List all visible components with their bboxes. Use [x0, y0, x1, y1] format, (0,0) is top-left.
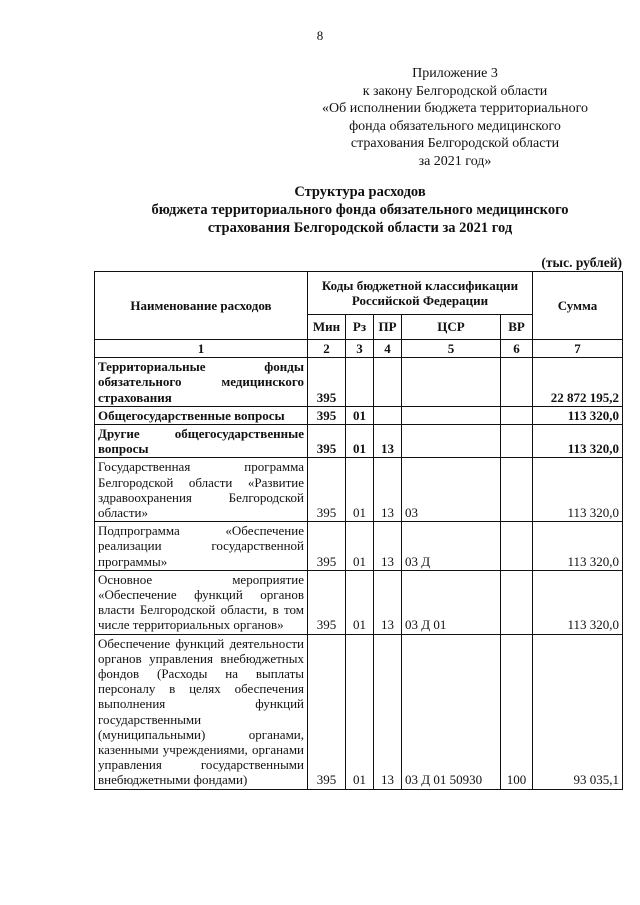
row-vr: [501, 406, 533, 424]
row-vr: [501, 570, 533, 634]
appendix-line: к закону Белгородской области: [362, 83, 548, 99]
table-row: [95, 634, 623, 789]
header-csr: ЦСР: [402, 315, 501, 340]
row-rz: 01: [346, 406, 374, 424]
units-label: (тыс. рублей): [541, 255, 622, 270]
document-title: [80, 183, 640, 237]
row-vr: [501, 458, 533, 522]
row-pr: 13: [374, 570, 402, 634]
page-number: 8: [316, 28, 324, 43]
row-rz: 01: [346, 570, 374, 634]
appendix-line: фонда обязательного медицинского: [349, 118, 561, 134]
row-vr: 100: [501, 634, 533, 789]
title-line: Структура расходов: [294, 184, 426, 200]
row-pr: 13: [374, 458, 402, 522]
row-name: Другие общегосударственные вопросы: [95, 425, 308, 458]
row-sum: 22 872 195,2: [533, 358, 623, 407]
table-row: [95, 458, 623, 522]
row-name: Основное мероприятие «Обеспечение функций органов власти Белгородской области, в том числе территориальных органов»: [95, 570, 308, 634]
row-vr: [501, 425, 533, 458]
column-number: 3: [346, 340, 374, 358]
row-sum: 93 035,1: [533, 634, 623, 789]
header-rz: Рз: [346, 315, 374, 340]
row-min: 395: [308, 406, 346, 424]
table-row: [95, 406, 623, 424]
header-name: Наименование расходов: [95, 272, 308, 340]
row-csr: 03 Д 01: [402, 570, 501, 634]
column-number: 4: [374, 340, 402, 358]
row-sum: 113 320,0: [533, 458, 623, 522]
row-csr: [402, 358, 501, 407]
row-min: 395: [308, 458, 346, 522]
appendix-note: [300, 65, 610, 170]
expenditure-table: [94, 271, 623, 790]
appendix-line: страхования Белгородской области: [350, 136, 560, 151]
column-number: 5: [402, 340, 501, 358]
row-min: 395: [308, 425, 346, 458]
row-csr: [402, 406, 501, 424]
row-sum: 113 320,0: [533, 570, 623, 634]
table-header-row: [95, 272, 623, 315]
row-csr: [402, 425, 501, 458]
row-min: 395: [308, 358, 346, 407]
row-sum: 113 320,0: [533, 425, 623, 458]
title-line: бюджета территориального фонда обязательного медицинского: [151, 202, 569, 218]
row-pr: [374, 358, 402, 407]
table-row: [95, 522, 623, 571]
title-line: страхования Белгородской области за 2021 год: [207, 220, 513, 236]
header-codes: Коды бюджетной классификации Российской Федерации: [308, 272, 533, 315]
row-name: Общегосударственные вопросы: [95, 406, 308, 424]
table-row: [95, 358, 623, 407]
row-pr: 13: [374, 425, 402, 458]
row-min: 395: [308, 522, 346, 571]
row-rz: 01: [346, 634, 374, 789]
row-sum: 113 320,0: [533, 522, 623, 571]
row-csr: 03 Д 01 50930: [402, 634, 501, 789]
row-name: Государственная программа Белгородской области «Развитие здравоохранения Белгородской области»: [95, 458, 308, 522]
header-min: Мин: [308, 315, 346, 340]
column-number: 6: [501, 340, 533, 358]
row-vr: [501, 358, 533, 407]
row-name: Подпрограмма «Обеспечение реализации государственной программы»: [95, 522, 308, 571]
table-row: [95, 425, 623, 458]
header-vr: ВР: [501, 315, 533, 340]
row-csr: 03: [402, 458, 501, 522]
row-csr: 03 Д: [402, 522, 501, 571]
appendix-line: за 2021 год»: [418, 153, 492, 169]
column-number-row: [95, 340, 623, 358]
row-min: 395: [308, 570, 346, 634]
row-rz: 01: [346, 458, 374, 522]
column-number: 2: [308, 340, 346, 358]
row-pr: 13: [374, 634, 402, 789]
table-row: [95, 570, 623, 634]
row-pr: [374, 406, 402, 424]
column-number: 7: [533, 340, 623, 358]
row-pr: 13: [374, 522, 402, 571]
header-sum: Сумма: [533, 272, 623, 340]
appendix-line: «Об исполнении бюджета территориального: [322, 101, 588, 116]
row-min: 395: [308, 634, 346, 789]
row-sum: 113 320,0: [533, 406, 623, 424]
row-rz: 01: [346, 425, 374, 458]
appendix-line: Приложение 3: [412, 66, 498, 81]
row-name: Территориальные фонды обязательного медицинского страхования: [95, 358, 308, 407]
row-vr: [501, 522, 533, 571]
row-name: Обеспечение функций деятельности органов управления внебюджетных фондов (Расходы на выплаты персоналу в целях обеспечения выполнения функций государственными (муниципальными) органами, казенными учреждениями, органами управления государственными внебюджетными фондами): [95, 634, 308, 789]
column-number: 1: [95, 340, 308, 358]
row-rz: [346, 358, 374, 407]
header-pr: ПР: [374, 315, 402, 340]
row-rz: 01: [346, 522, 374, 571]
